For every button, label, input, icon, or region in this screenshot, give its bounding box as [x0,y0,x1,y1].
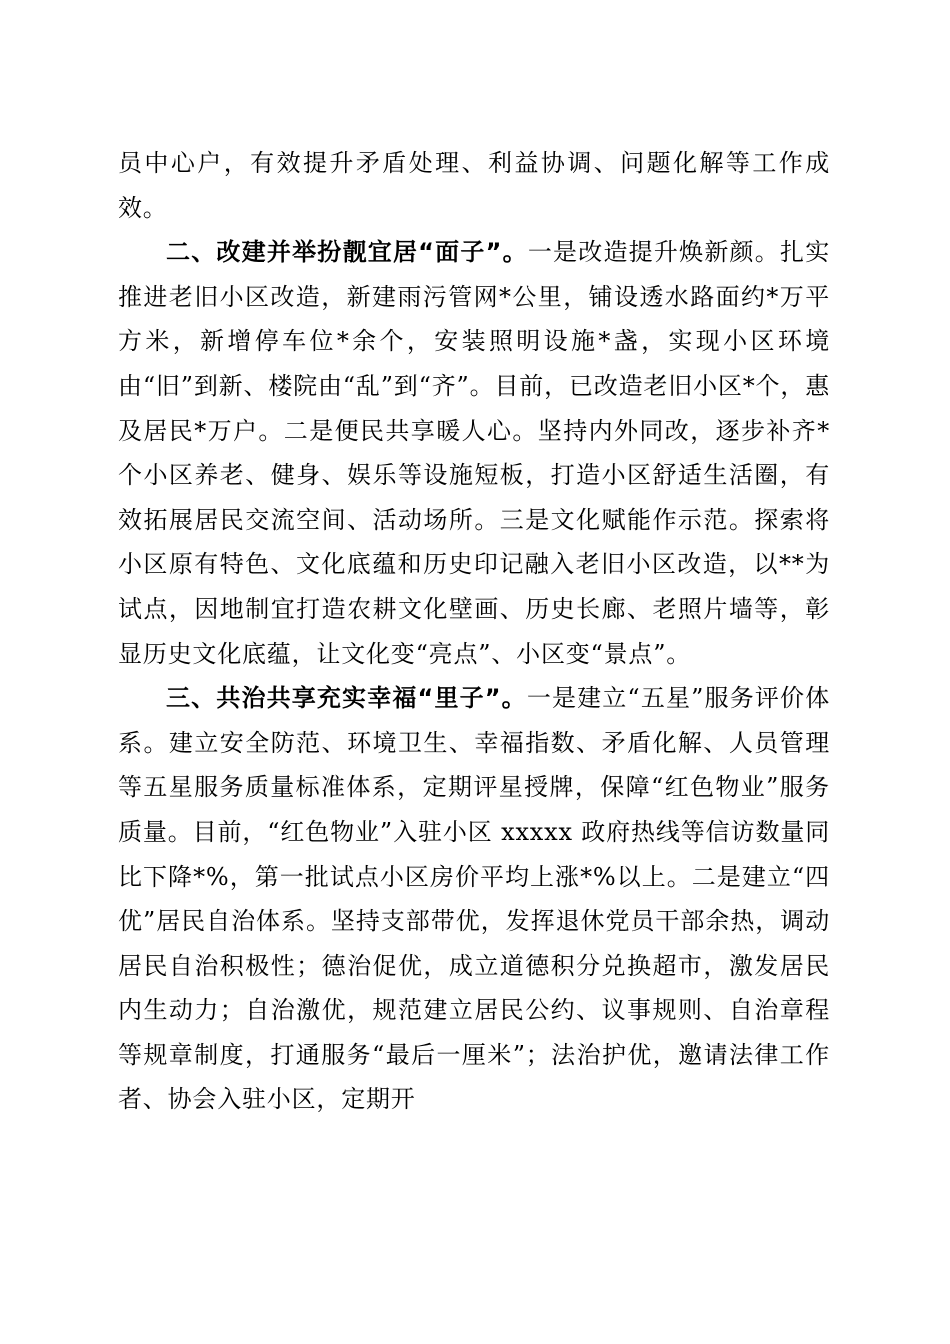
paragraph-text: 一是改造提升焕新颜。扎实推进老旧小区改造，新建雨污管网*公里，铺设透水路面约*万平方米，新增停车位*余个，安装照明设施*盏，实现小区环境由“旧”到新、楼院由“乱”到“齐”。目前，已改造老旧小区*个，惠及居民*万户。二是便民共享暖人心。坚持内外同改，逐步补齐*个小区养老、健身、娱乐等设施短板，打造小区舒适生活圈，有效拓展居民交流空间、活动场所。三是文化赋能作示范。探索将小区原有特色、文化底蕴和历史印记融入老旧小区改造，以**为试点，因地制宜打造农耕文化壁画、历史长廊、老照片墙等，彰显历史文化底蕴，让文化变“亮点”、小区变“景点”。 [118,238,830,668]
paragraph-section-3 [118,676,830,1122]
document-body [118,141,830,1122]
paragraph-text: 员中心户，有效提升矛盾处理、利益协调、问题化解等工作成效。 [118,149,830,222]
paragraph-text: 一是建立“五星”服务评价体系。建立安全防范、环境卫生、幸福指数、矛盾化解、人员管理等五星服务质量标准体系，定期评星授牌，保障“红色物业”服务质量。目前，“红色物业”入驻小区 xxxxx 政府热线等信访数量同比下降*%，第一批试点小区房价平均上涨*%以上。二是建立“四优”居民自治体系。坚持支部带优，发挥退休党员干部余热，调动居民自治积极性；德治促优，成立道德积分兑换超市，激发居民内生动力；自治激优，规范建立居民公约、议事规则、自治章程等规章制度，打通服务“最后一厘米”；法治护优，邀请法律工作者、协会入驻小区，定期开 [118,684,830,1114]
paragraph-continuation [118,141,830,230]
section-heading-2: 二、改建并举扮靓宜居“面子”。 [166,238,528,267]
paragraph-section-2 [118,230,830,676]
section-heading-3: 三、共治共享充实幸福“里子”。 [166,684,527,713]
